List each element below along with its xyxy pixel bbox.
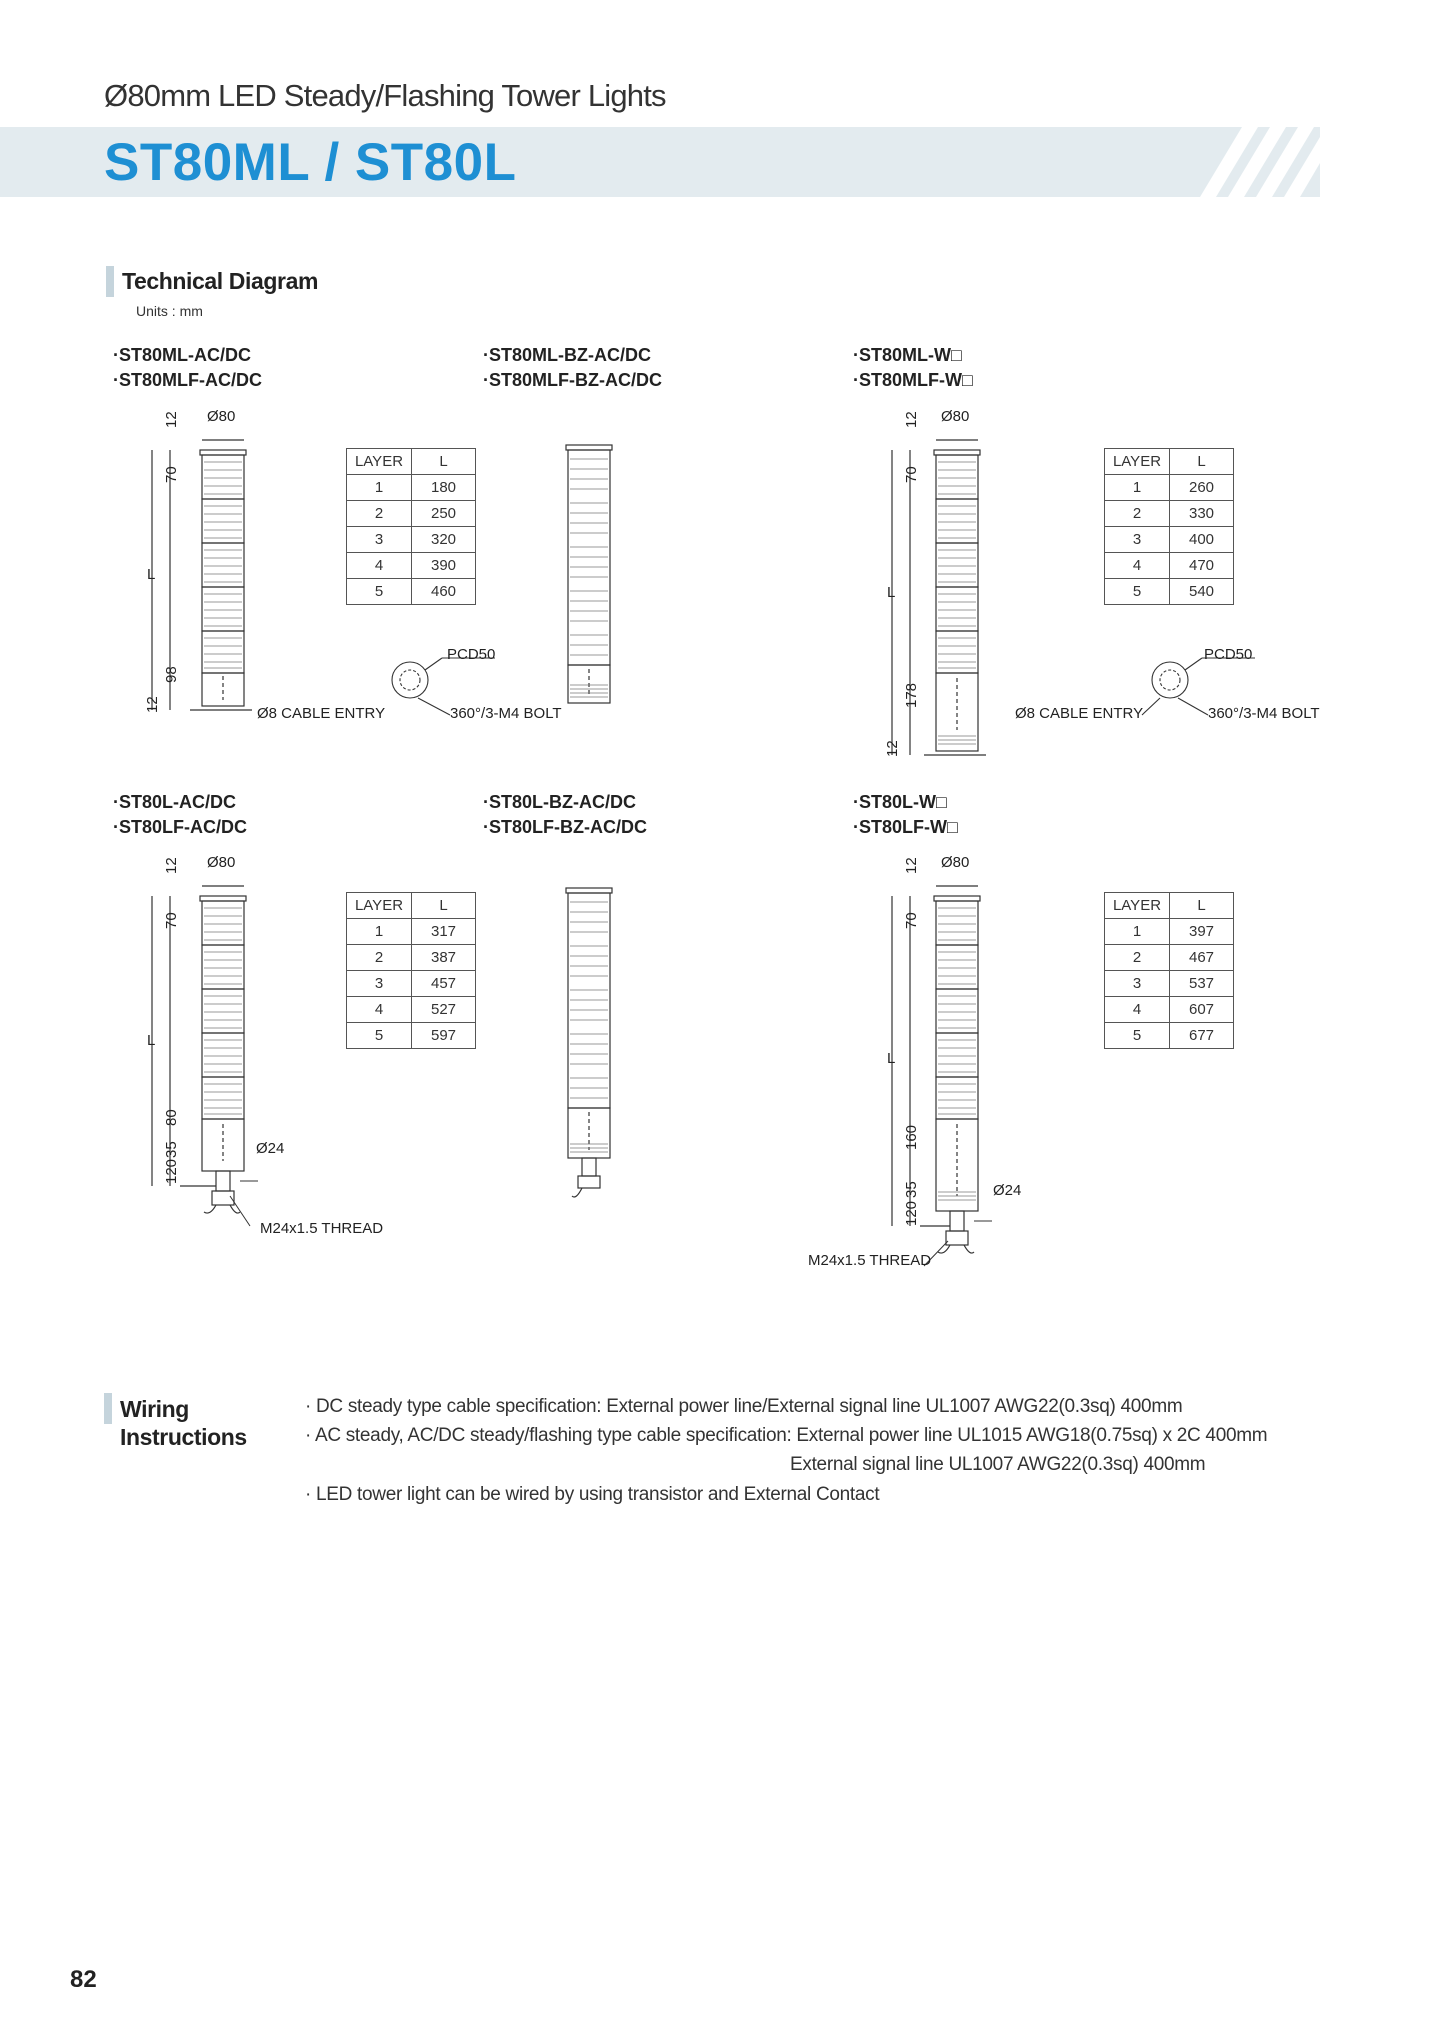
table-cell: 607 — [1170, 997, 1234, 1023]
dim-70: 70 — [903, 912, 920, 929]
model-name: ·ST80ML-AC/DC — [113, 345, 251, 365]
table-cell: 527 — [412, 997, 476, 1023]
table-header: L — [1170, 449, 1234, 475]
dim-phi80: Ø80 — [207, 854, 236, 871]
dim-12: 12 — [163, 857, 180, 874]
layer-length-table — [1104, 892, 1234, 1049]
tower-drawing-st80ml-bz — [560, 445, 620, 710]
table-cell: 3 — [347, 971, 412, 997]
table-cell: 1 — [347, 475, 412, 501]
model-name: ·ST80LF-W□ — [853, 817, 958, 837]
dim-80: 80 — [163, 1109, 180, 1126]
model-name: ·ST80L-BZ-AC/DC — [483, 792, 636, 812]
wiring-line: · AC steady, AC/DC steady/flashing type cable specification: External power line UL1015 AWG18(0.75sq) x 2C 400mm — [305, 1425, 1268, 1446]
table-cell: 677 — [1170, 1023, 1234, 1049]
dim-phi24: Ø24 — [993, 1182, 1022, 1199]
table-cell: 397 — [1170, 919, 1234, 945]
table-header: L — [1170, 893, 1234, 919]
layer-length-table — [346, 448, 476, 605]
table-row — [1105, 501, 1234, 527]
units-label: Units : mm — [136, 303, 203, 319]
dim-120: 120 — [163, 1158, 180, 1184]
bolt-label: 360°/3-M4 BOLT — [1208, 705, 1320, 722]
table-cell: 597 — [412, 1023, 476, 1049]
dim-160: 160 — [903, 1124, 920, 1150]
technical-diagram-heading: Technical Diagram — [122, 268, 319, 294]
table-header: LAYER — [1105, 893, 1170, 919]
wiring-line: · DC steady type cable specification: External power line/External signal line UL1007 AWG22(0.3sq) 400mm — [305, 1396, 1183, 1417]
table-cell: 400 — [1170, 527, 1234, 553]
tower-drawing-st80l-bz — [560, 888, 620, 1208]
section-marker — [104, 1393, 112, 1424]
table-cell: 1 — [1105, 919, 1170, 945]
table-row — [1105, 475, 1234, 501]
table-row — [1105, 971, 1234, 997]
layer-length-table — [1104, 448, 1234, 605]
thread-label: M24x1.5 THREAD — [808, 1252, 932, 1269]
tower-drawing-st80l-w — [880, 856, 1010, 1266]
dim-phi80: Ø80 — [207, 408, 236, 425]
dim-12: 12 — [903, 857, 920, 874]
table-cell: 3 — [1105, 971, 1170, 997]
table-cell: 467 — [1170, 945, 1234, 971]
table-cell: 390 — [412, 553, 476, 579]
table-header: L — [412, 449, 476, 475]
dim-178: 178 — [903, 682, 920, 708]
dim-12: 12 — [903, 411, 920, 428]
table-cell: 260 — [1170, 475, 1234, 501]
wiring-line: External signal line UL1007 AWG22(0.3sq) 400mm — [790, 1454, 1206, 1475]
table-cell: 2 — [1105, 945, 1170, 971]
dim-120: 120 — [903, 1200, 920, 1226]
table-cell: 5 — [1105, 1023, 1170, 1049]
dim-L: L — [887, 584, 896, 601]
table-cell: 1 — [347, 919, 412, 945]
model-name: ·ST80ML-BZ-AC/DC — [483, 345, 651, 365]
pcd-label: PCD50 — [447, 646, 496, 663]
dim-70: 70 — [163, 912, 180, 929]
tower-drawing-st80ml — [140, 410, 260, 720]
table-cell: 180 — [412, 475, 476, 501]
model-name: ·ST80L-W□ — [853, 792, 947, 812]
wiring-line: · LED tower light can be wired by using transistor and External Contact — [305, 1484, 880, 1505]
dim-phi80: Ø80 — [941, 408, 970, 425]
table-row — [1105, 945, 1234, 971]
tower-drawing-st80ml-w — [880, 410, 1000, 760]
table-row — [347, 971, 476, 997]
model-list-bottom-mid — [483, 790, 647, 840]
dim-phi24: Ø24 — [256, 1140, 285, 1157]
dim-12-bottom: 12 — [884, 740, 901, 757]
table-row — [347, 501, 476, 527]
dim-98: 98 — [163, 666, 180, 683]
dim-70: 70 — [903, 466, 920, 483]
table-cell: 4 — [347, 997, 412, 1023]
dim-35: 35 — [903, 1181, 920, 1198]
table-cell: 4 — [1105, 553, 1170, 579]
table-cell: 4 — [347, 553, 412, 579]
cable-entry-label: Ø8 CABLE ENTRY — [1015, 705, 1144, 722]
model-name: ·ST80L-AC/DC — [113, 792, 237, 812]
thread-label: M24x1.5 THREAD — [260, 1220, 384, 1237]
bolt-label: 360°/3-M4 BOLT — [450, 705, 562, 722]
table-header: LAYER — [347, 893, 412, 919]
table-row — [347, 919, 476, 945]
table-row — [347, 553, 476, 579]
table-header-row — [347, 449, 476, 475]
model-name: ·ST80LF-AC/DC — [113, 817, 247, 837]
table-cell: 5 — [1105, 579, 1170, 605]
table-row — [1105, 919, 1234, 945]
table-header: LAYER — [1105, 449, 1170, 475]
table-cell: 4 — [1105, 997, 1170, 1023]
model-name: ·ST80MLF-AC/DC — [113, 370, 262, 390]
table-row — [347, 945, 476, 971]
table-header-row — [1105, 893, 1234, 919]
dim-70: 70 — [163, 466, 180, 483]
table-cell: 537 — [1170, 971, 1234, 997]
model-list-top-right — [853, 343, 973, 393]
banner-stripes-logo — [1180, 127, 1320, 197]
table-row — [1105, 579, 1234, 605]
table-cell: 470 — [1170, 553, 1234, 579]
table-cell: 2 — [347, 945, 412, 971]
model-list-bottom-right — [853, 790, 958, 840]
section-marker — [106, 266, 114, 297]
model-list-top-left — [113, 343, 262, 393]
table-header-row — [1105, 449, 1234, 475]
table-header: LAYER — [347, 449, 412, 475]
model-name: ·ST80LF-BZ-AC/DC — [483, 817, 647, 837]
table-row — [1105, 527, 1234, 553]
table-row — [347, 997, 476, 1023]
tower-drawing-st80l — [140, 856, 270, 1226]
table-row — [347, 475, 476, 501]
page-subtitle: Ø80mm LED Steady/Flashing Tower Lights — [104, 78, 666, 113]
pcd-label: PCD50 — [1204, 646, 1253, 663]
wiring-heading — [120, 1395, 247, 1451]
model-list-bottom-left — [113, 790, 247, 840]
model-list-top-mid — [483, 343, 662, 393]
table-row — [347, 527, 476, 553]
table-cell: 460 — [412, 579, 476, 605]
dim-12: 12 — [163, 411, 180, 428]
dim-phi80: Ø80 — [941, 854, 970, 871]
table-cell: 5 — [347, 579, 412, 605]
dim-L: L — [147, 566, 156, 583]
table-cell: 330 — [1170, 501, 1234, 527]
cable-entry-label: Ø8 CABLE ENTRY — [257, 705, 386, 722]
model-name: ·ST80MLF-BZ-AC/DC — [483, 370, 662, 390]
table-row — [347, 1023, 476, 1049]
table-cell: 317 — [412, 919, 476, 945]
table-cell: 457 — [412, 971, 476, 997]
wiring-heading-line: Instructions — [120, 1424, 247, 1450]
table-cell: 2 — [1105, 501, 1170, 527]
page-title: ST80ML / ST80L — [104, 133, 517, 192]
table-row — [1105, 553, 1234, 579]
table-cell: 3 — [1105, 527, 1170, 553]
dim-35: 35 — [163, 1141, 180, 1158]
table-cell: 5 — [347, 1023, 412, 1049]
page-number: 82 — [70, 1966, 97, 1993]
table-cell: 2 — [347, 501, 412, 527]
model-name: ·ST80ML-W□ — [853, 345, 962, 365]
layer-length-table — [346, 892, 476, 1049]
table-row — [1105, 997, 1234, 1023]
table-cell: 540 — [1170, 579, 1234, 605]
table-cell: 320 — [412, 527, 476, 553]
table-row — [1105, 1023, 1234, 1049]
table-cell: 250 — [412, 501, 476, 527]
table-cell: 1 — [1105, 475, 1170, 501]
dim-12-bottom: 12 — [144, 696, 161, 713]
dim-L: L — [147, 1032, 156, 1049]
table-header: L — [412, 893, 476, 919]
table-row — [347, 579, 476, 605]
model-name: ·ST80MLF-W□ — [853, 370, 973, 390]
table-header-row — [347, 893, 476, 919]
table-cell: 3 — [347, 527, 412, 553]
dim-L: L — [887, 1050, 896, 1067]
wiring-heading-line: Wiring — [120, 1396, 189, 1422]
table-cell: 387 — [412, 945, 476, 971]
